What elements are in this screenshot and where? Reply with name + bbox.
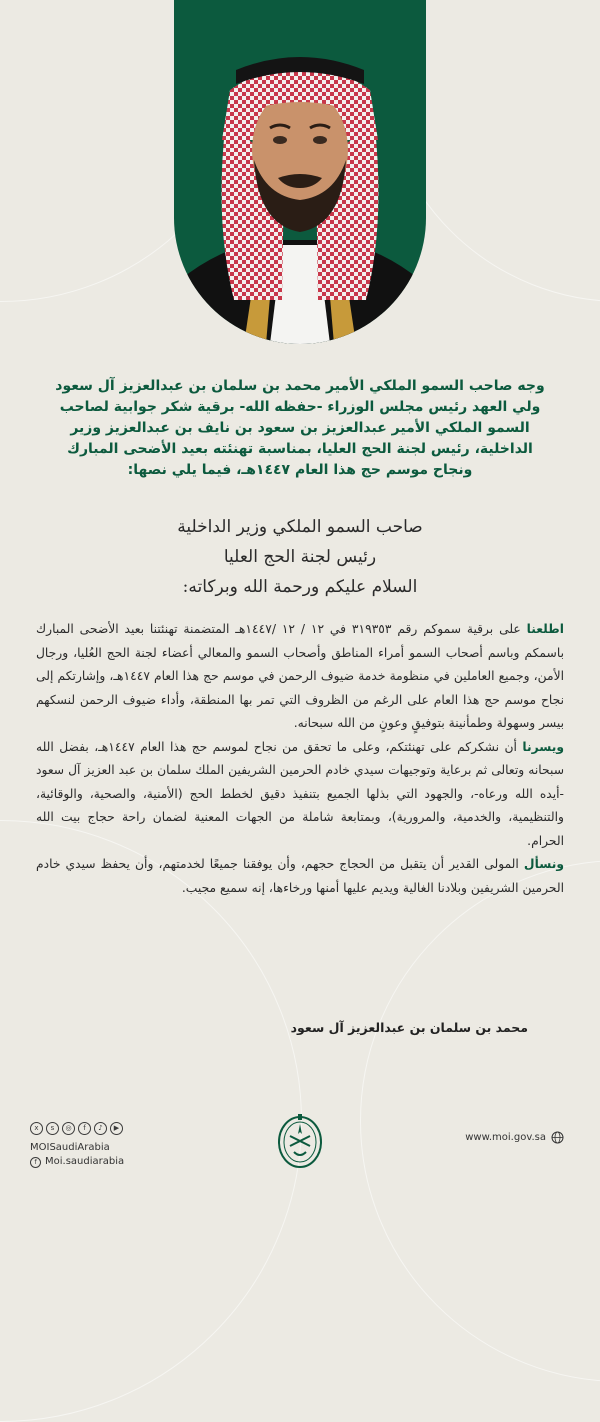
- globe-icon: [551, 1131, 564, 1144]
- snapchat-icon[interactable]: s: [46, 1122, 59, 1135]
- facebook-icon[interactable]: f: [78, 1122, 91, 1135]
- headline-line: ونجاح موسم حج هذا العام ١٤٤٧هـ، فيما يلي نصها:: [127, 462, 473, 478]
- website-footer: [465, 1131, 564, 1144]
- tiktok-icon[interactable]: ♪: [94, 1122, 107, 1135]
- social-handle[interactable]: MOISaudiArabia: [30, 1142, 110, 1153]
- social-footer: [30, 1122, 124, 1169]
- headline-line: الداخلية، رئيس لجنة الحج العليا، بمناسبة تهنئته بعيد الأضحى المبارك: [67, 441, 533, 457]
- salutation-line: رئيس لجنة الحج العليا: [223, 547, 377, 567]
- website-link[interactable]: www.moi.gov.sa: [465, 1132, 546, 1143]
- facebook-icon: f: [30, 1157, 41, 1168]
- headline-line: ولي العهد رئيس مجلس الوزراء -حفظه الله- برقية شكر جوابية لصاحب: [59, 399, 541, 415]
- background-arc: [0, 820, 302, 1422]
- paragraph-lead-word: ويسرنا: [522, 739, 564, 754]
- paragraph-lead-word: اطلعنا: [526, 622, 564, 636]
- paragraph-lead-word: ونسأل: [523, 857, 564, 871]
- salutation-line: السلام عليكم ورحمة الله وبركاته:: [182, 577, 418, 597]
- facebook-handle[interactable]: Moi.saudiarabia: [45, 1156, 125, 1167]
- ministry-emblem: [276, 1110, 324, 1170]
- signature: محمد بن سلمان بن عبدالعزيز آل سعود: [290, 1020, 528, 1035]
- headline-line: وجه صاحب السمو الملكي الأمير محمد بن سلمان بن عبدالعزيز آل سعود: [55, 378, 545, 394]
- paragraph-text: أن نشكركم على تهنئتكم، وعلى ما تحقق من نجاح لموسم حج هذا العام ١٤٤٧هـ، بفضل الله سبحانه وتعالى ثم برعاية وتوجيهات سيدي خادم الحرمين الشريفين الملك سلمان بن عبد العزيز آل سعود -أيده الله ورعاه-، والجهود التي بذلها الجميع بتنفيذ دقيق لخطط الحج (الأمنية، والصحية، والوقائية، والتنظيمية، والخدمية، والمرورية)، وبمتابعة شاملة من الجهات المعنية لضمان راحة حجاج بيت الله الحرام.: [36, 739, 564, 848]
- portrait-panel: [174, 0, 426, 344]
- salutation-line: صاحب السمو الملكي وزير الداخلية: [177, 517, 423, 537]
- social-icons-row: [30, 1122, 124, 1135]
- paragraph-text: على برقية سموكم رقم ٣١٩٣٥٣ في ١٢ / ١٢ /١٤٤٧هـ المتضمنة تهنئتنا بعيد الأضحى المبارك باسمكم وباسم أصحاب السمو أمراء المناطق وأصحاب السمو والمعالي أعضاء لجنة الحج العُليا، ورجال الأمن، وجميع العاملين في منظومة خدمة ضيوف الرحمن في موسم حج هذا العام ١٤٤٧هـ، وإشارتكم إلى نجاح موسم حج هذا العام على الرغم من الظروف التي تمر بها المنطقة، وأداء ضيوف الرحمن لنسكهم بيسر وسهولة وطمأنينة بتوفيقٍ وعونٍ من الله سبحانه.: [36, 622, 565, 730]
- headline-line: السمو الملكي الأمير عبدالعزيز بن سعود بن نايف بن عبدالعزيز وزير: [70, 420, 530, 436]
- background-arc: [360, 860, 600, 1382]
- youtube-icon[interactable]: ▶: [110, 1122, 123, 1135]
- instagram-icon[interactable]: ◎: [62, 1122, 75, 1135]
- portrait-illustration: [174, 0, 426, 344]
- letter-body: [36, 618, 564, 900]
- letter-paragraph: [36, 618, 564, 736]
- paragraph-text: المولى القدير أن يتقبل من الحجاج حجهم، وأن يوفقنا جميعًا لخدمتهم، وأن يحفظ سيدي خادم الحرمين الشريفين وبلادنا الغالية ويديم عليها أمنها ورخاءها، إنه سميع مجيب.: [36, 857, 564, 895]
- letter-paragraph: [36, 853, 564, 900]
- facebook-handle-row: [30, 1155, 124, 1169]
- salutation-block: [40, 512, 560, 602]
- letter-paragraph: [36, 736, 564, 854]
- x-icon[interactable]: x: [30, 1122, 43, 1135]
- headline-paragraph: [40, 376, 560, 481]
